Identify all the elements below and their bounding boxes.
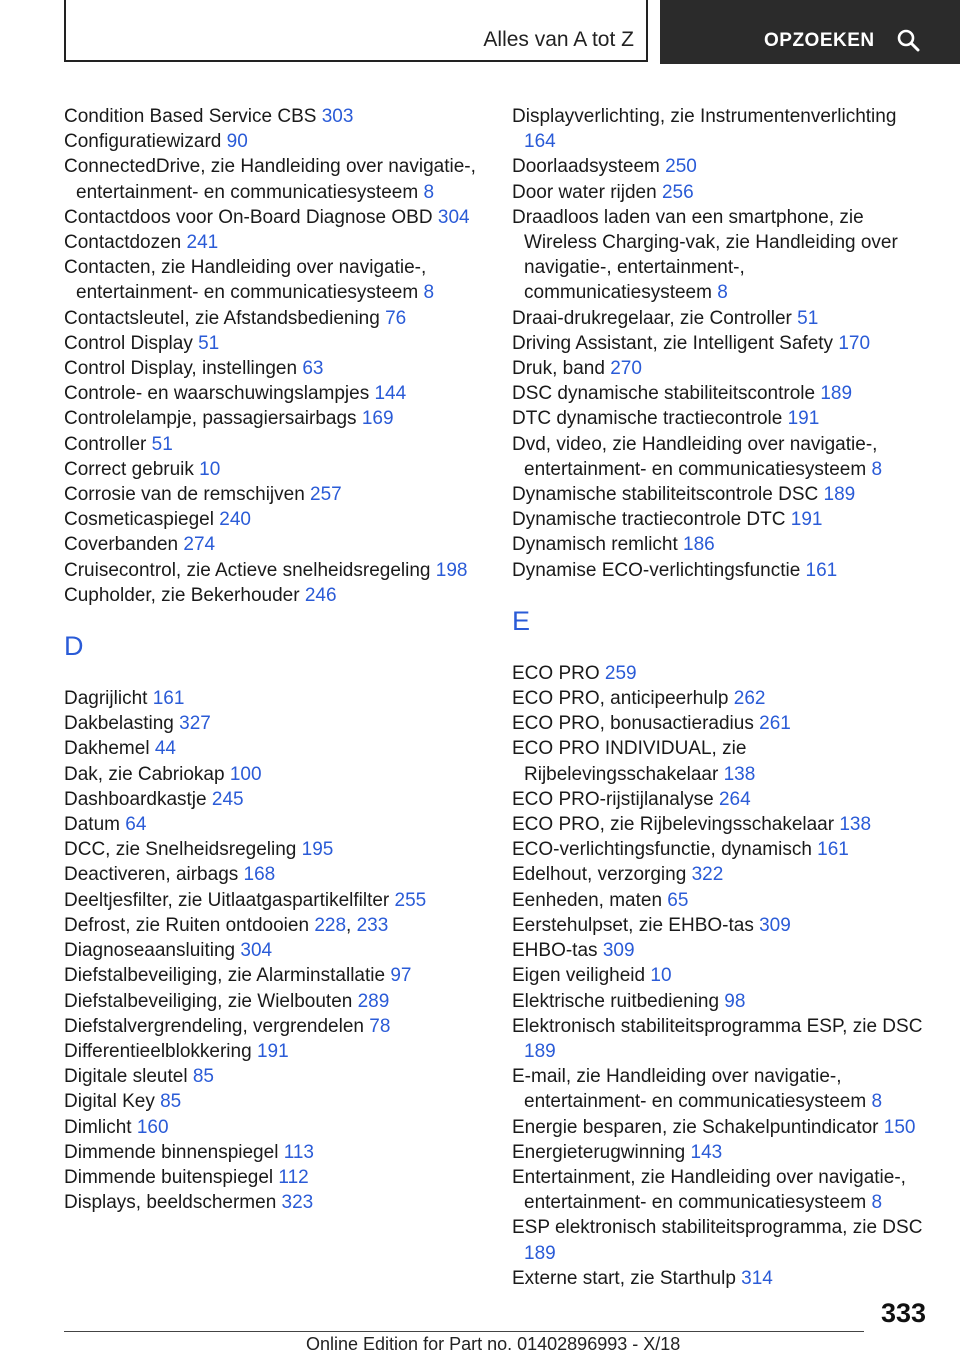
page-link[interactable]: 240 [219, 509, 251, 531]
index-entry-term: Dak, zie Cabriokap [64, 763, 225, 785]
tab-alles-van-a-tot-z[interactable] [64, 0, 648, 62]
footer-divider [64, 1331, 864, 1332]
index-entry [64, 104, 484, 129]
index-entry [64, 507, 484, 532]
index-entry-term: Draai-drukregelaar, zie Controller [512, 307, 792, 329]
index-entry-term: Datum [64, 814, 120, 836]
index-entry-term: DCC, zie Snelheidsregeling [64, 839, 297, 861]
index-entry-term: Controle- en waarschuwingslampjes [64, 383, 370, 405]
page-link[interactable]: 138 [839, 814, 872, 836]
index-entry-term: Doorlaadsysteem [512, 156, 660, 178]
page-link[interactable]: 164 [524, 131, 556, 153]
index-entry [512, 1140, 932, 1165]
index-entry [512, 432, 932, 482]
index-entry-term: Dynamische tractiecontrole DTC [512, 509, 786, 531]
page-link[interactable]: 270 [610, 358, 642, 380]
index-entry [64, 129, 484, 154]
page-link[interactable]: 191 [790, 509, 823, 531]
page-link[interactable]: 228 [314, 914, 347, 936]
index-entry-term: Entertainment, zie Handleiding over navigatie-, entertainment- en communicatiesysteem [512, 1166, 906, 1214]
index-entry-term: Driving Assistant, zie Intelligent Safety [512, 332, 834, 354]
index-entry-term: Dagrijlicht [64, 688, 148, 710]
index-entry-term: DSC dynamische stabiliteitscontrole [512, 383, 816, 405]
index-entry-term: Deactiveren, airbags [64, 864, 239, 886]
index-entry [512, 1165, 932, 1215]
page-link[interactable]: 85 [160, 1091, 182, 1113]
index-entry [512, 507, 932, 532]
page-link[interactable]: 10 [199, 458, 221, 480]
section-letter: D [64, 631, 84, 662]
page-link[interactable]: 51 [151, 433, 173, 455]
page-link[interactable]: 78 [369, 1015, 391, 1037]
index-entry-term: Externe start, zie Starthulp [512, 1267, 736, 1289]
index-entry-term: Differentieelblokkering [64, 1040, 252, 1062]
page-link[interactable]: 161 [817, 839, 849, 861]
page-link[interactable]: 304 [437, 206, 470, 228]
footer [306, 1334, 680, 1355]
tab-opzoeken[interactable] [660, 0, 960, 64]
page-link[interactable]: 8 [871, 1091, 883, 1113]
index-entry [512, 812, 932, 837]
index-entry [64, 381, 484, 406]
index-entry-term: Door water rijden [512, 181, 657, 203]
footer-edition-text: Online Edition for Part no. 01402896993 - X/18 [306, 1334, 681, 1354]
index-entry [512, 1266, 932, 1291]
page-link[interactable]: 138 [723, 763, 756, 785]
page-link[interactable]: 186 [683, 534, 715, 556]
page-link[interactable]: 195 [301, 839, 334, 861]
index-entry-term: Contactsleutel, zie Afstandsbediening [64, 307, 380, 329]
index-entry [512, 787, 932, 812]
index-entry-term: Displayverlichting, zie Instrumentenverlichting [512, 106, 897, 127]
page-link[interactable]: 170 [838, 332, 871, 354]
index-entry-term: Druk, band [512, 358, 605, 380]
index-entry: Defrost, zie Ruiten ontdooien 228, 233 [64, 914, 389, 936]
index-entry-term: Control Display [64, 332, 193, 354]
index-entry [512, 862, 932, 887]
index-entry [64, 686, 484, 711]
index-entry [64, 1014, 484, 1039]
index-column-right [512, 104, 932, 1291]
index-entry [64, 736, 484, 761]
index-entry [512, 711, 932, 736]
index-entry-term: Energie besparen, zie Schakelpuntindicator [512, 1116, 879, 1138]
index-entry-term: Condition Based Service CBS [64, 106, 317, 127]
page-link[interactable]: 256 [661, 181, 694, 203]
page-link[interactable]: 8 [871, 1192, 883, 1214]
page-link[interactable]: 168 [243, 864, 276, 886]
page-link[interactable]: 85 [192, 1066, 214, 1088]
page-link[interactable]: 150 [883, 1116, 916, 1138]
page-link[interactable]: 198 [435, 559, 468, 581]
index-entry [512, 381, 932, 406]
page-link[interactable]: 189 [820, 383, 853, 405]
page-link[interactable]: 144 [374, 383, 407, 405]
index-entry-term: Controller [64, 433, 147, 455]
page-link[interactable]: 262 [733, 688, 766, 710]
index-entry-term: Draadloos laden van een smartphone, zie Wireless Charging-vak, zie Handleiding over navigatie-, entertainment-, communicatiesysteem [512, 206, 898, 304]
index-column-left [64, 104, 484, 1215]
page-link[interactable]: 259 [604, 662, 637, 684]
page-link[interactable]: 233 [356, 914, 389, 936]
index-entry [64, 1165, 484, 1190]
page-link[interactable]: 257 [310, 484, 342, 506]
index-entry [512, 661, 932, 686]
index-entry [512, 913, 932, 938]
page-link[interactable]: 8 [423, 181, 435, 203]
index-entry-term: Controlelampje, passagiersairbags [64, 408, 357, 430]
page-link[interactable]: 64 [125, 814, 147, 836]
index-entry [64, 583, 484, 608]
page-link[interactable]: 314 [741, 1267, 773, 1289]
page-link[interactable]: 289 [357, 990, 390, 1012]
index-entry-term: Correct gebruik [64, 458, 194, 480]
index-entry-term: Diagnoseaansluiting [64, 940, 236, 962]
index-entry [512, 180, 932, 205]
index-entry [64, 1115, 484, 1140]
index-entry [512, 205, 932, 306]
search-icon [896, 28, 920, 52]
page-link[interactable]: 161 [805, 559, 838, 581]
page-link[interactable]: 246 [304, 584, 337, 606]
section-letter: E [512, 605, 531, 636]
index-entry-term: DTC dynamische tractiecontrole [512, 408, 783, 430]
index-entry [64, 1190, 484, 1215]
index-entry [64, 1039, 484, 1064]
index-entry [64, 1140, 484, 1165]
index-entry-term: Digital Key [64, 1091, 155, 1113]
index-entry [512, 356, 932, 381]
index-entry [512, 1014, 932, 1064]
index-entry-term: Energieterugwinning [512, 1141, 686, 1163]
index-entry-term: Contactdozen [64, 232, 182, 254]
index-entry-term: Elektronisch stabiliteitsprogramma ESP, zie DSC [512, 1015, 923, 1037]
index-entry-term: ECO PRO-rijstijlanalyse [512, 788, 714, 810]
index-entry [64, 356, 484, 381]
index-entry [512, 532, 932, 557]
index-entry-term: ECO PRO INDIVIDUAL, zie Rijbelevingsschakelaar [512, 738, 747, 785]
page-link[interactable]: 143 [690, 1141, 723, 1163]
index-entry [64, 963, 484, 988]
index-entry-term: Elektrische ruitbediening [512, 990, 720, 1012]
page-link[interactable]: 160 [136, 1116, 169, 1138]
page-link[interactable]: 303 [321, 106, 354, 127]
page-link[interactable]: 100 [229, 763, 262, 785]
page-link[interactable]: 65 [667, 889, 689, 911]
index-entry [64, 711, 484, 736]
index-entry [64, 457, 484, 482]
index-entry [512, 482, 932, 507]
page-link[interactable]: 274 [183, 534, 216, 556]
index-entry-term: Dashboardkastje [64, 788, 207, 810]
index-entry [64, 432, 484, 457]
page-link[interactable]: 8 [717, 282, 728, 304]
index-entry [64, 762, 484, 787]
page-link[interactable]: 264 [718, 788, 751, 810]
page-number: 333 [880, 1298, 926, 1328]
index-entry [512, 1064, 932, 1114]
index-entry-term: ECO PRO [512, 662, 600, 684]
page-link[interactable]: 191 [787, 408, 820, 430]
index-entry [512, 306, 932, 331]
index-entry-term: Dynamise ECO-verlichtingsfunctie [512, 559, 801, 581]
index-entry [512, 938, 932, 963]
index-entry [512, 331, 932, 356]
index-entry [64, 787, 484, 812]
page-link[interactable]: 98 [724, 990, 746, 1012]
page-link[interactable]: 327 [179, 713, 211, 735]
index-entry [512, 736, 932, 786]
page-link[interactable]: 323 [281, 1192, 314, 1214]
index-entry-term: ECO PRO, zie Rijbelevingsschakelaar [512, 814, 835, 836]
page-link[interactable]: 189 [524, 1242, 556, 1264]
index-entry [512, 104, 932, 154]
index-entry [64, 482, 484, 507]
page-link[interactable]: 51 [198, 332, 220, 354]
index-entry [512, 963, 932, 988]
top-navigation [0, 0, 960, 66]
index-entry-term: Configuratiewizard [64, 131, 222, 153]
page-link[interactable]: 304 [240, 940, 273, 962]
index-entry-term: Defrost, zie Ruiten ontdooien [64, 914, 310, 936]
page-link[interactable]: 44 [154, 738, 176, 760]
index-entry-term: Dimmende binnenspiegel [64, 1141, 279, 1163]
index-entry [512, 837, 932, 862]
page-link[interactable]: 191 [256, 1040, 289, 1062]
page-link[interactable]: 97 [390, 965, 412, 987]
index-entry [64, 812, 484, 837]
index-entry [64, 888, 484, 913]
index-entry [64, 406, 484, 431]
index-entry [64, 230, 484, 255]
page-link[interactable]: 169 [361, 408, 394, 430]
page-link[interactable]: 309 [602, 940, 635, 962]
index-entry [64, 306, 484, 331]
page-link[interactable]: 189 [823, 484, 856, 506]
index-entry-term: Diefstalvergrendeling, vergrendelen [64, 1015, 364, 1037]
index-entry-term: Edelhout, verzorging [512, 864, 687, 886]
tab-opzoeken-label: OPZOEKEN [764, 30, 875, 51]
page-link[interactable]: 255 [394, 889, 427, 911]
index-entry [64, 938, 484, 963]
tab-alles-label: Alles van A tot Z [483, 28, 634, 51]
index-entry-term: Control Display, instellingen [64, 358, 298, 380]
index-entry [64, 1064, 484, 1089]
index-entry [64, 558, 484, 583]
index-entry-term: ECO-verlichtingsfunctie, dynamisch [512, 839, 812, 861]
index-entry-term: Dynamische stabiliteitscontrole DSC [512, 484, 819, 506]
page-link[interactable]: 113 [283, 1141, 314, 1163]
page-link[interactable]: 10 [650, 965, 672, 987]
index-entry [64, 1089, 484, 1114]
index-entry-term: Dimlicht [64, 1116, 132, 1138]
page-link[interactable]: 250 [665, 156, 697, 178]
index-entry-term: Dakhemel [64, 738, 150, 760]
index-entry [64, 255, 484, 305]
index-entry-term: ECO PRO, anticipeerhulp [512, 688, 729, 710]
index-entry-term: Dvd, video, zie Handleiding over navigatie-, entertainment- en communicatiesysteem [512, 433, 878, 480]
index-entry-term: Contacten, zie Handleiding over navigatie-, entertainment- en communicatiesysteem [64, 257, 427, 304]
index-entry [64, 205, 484, 230]
page-link[interactable]: 8 [423, 282, 435, 304]
index-entry [512, 686, 932, 711]
index-entry-term: Corrosie van de remschijven [64, 484, 305, 506]
index-entry [512, 989, 932, 1014]
page-link[interactable]: 261 [759, 713, 791, 735]
index-entry [64, 862, 484, 887]
index-entry-term: Deeltjesfilter, zie Uitlaatgaspartikelfilter [64, 889, 390, 911]
index-entry-term: Dakbelasting [64, 713, 174, 735]
index-entry [512, 406, 932, 431]
index-entry [512, 154, 932, 179]
page-link[interactable]: 8 [871, 458, 883, 480]
index-entry [64, 331, 484, 356]
index-entry-term: ECO PRO, bonusactieradius [512, 713, 754, 735]
index-entry-term: Eigen veiligheid [512, 965, 646, 987]
index-entry-term: EHBO-tas [512, 940, 598, 962]
page-link[interactable]: 309 [759, 914, 791, 936]
index-entry-term: Diefstalbeveiliging, zie Alarminstallatie [64, 965, 386, 987]
index-entry-term: Cosmeticaspiegel [64, 509, 214, 531]
index-entry [512, 1115, 932, 1140]
index-entry-term: Cupholder, zie Bekerhouder [64, 584, 300, 606]
index-entry-term: Eenheden, maten [512, 889, 663, 911]
page-link[interactable]: 76 [385, 307, 407, 329]
index-entry-term: Coverbanden [64, 534, 179, 556]
page-link[interactable]: 112 [278, 1166, 309, 1188]
index-entry-term: Contactdoos voor On-Board Diagnose OBD [64, 206, 433, 228]
page-link[interactable]: 161 [152, 688, 185, 710]
index-entry [64, 837, 484, 862]
index-entry-term: Cruisecontrol, zie Actieve snelheidsregeling [64, 559, 431, 581]
index-entry [64, 154, 484, 204]
index-entry [64, 532, 484, 557]
index-entry-term: ConnectedDrive, zie Handleiding over navigatie-, entertainment- en communicatiesysteem [64, 156, 476, 203]
index-entry-term: Dynamisch remlicht [512, 534, 678, 556]
index-entry-term: E-mail, zie Handleiding over navigatie-, entertainment- en communicatiesysteem [512, 1066, 867, 1113]
index-entry [512, 1215, 932, 1265]
index-entry-term: Eerstehulpset, zie EHBO-tas [512, 914, 754, 936]
page-link[interactable]: 63 [302, 358, 324, 380]
index-entry [512, 888, 932, 913]
index-entry [64, 989, 484, 1014]
index-entry-term: Displays, beeldschermen [64, 1192, 277, 1214]
page-link[interactable]: 241 [186, 232, 219, 254]
index-entry-term: Dimmende buitenspiegel [64, 1166, 274, 1188]
page-link[interactable]: 90 [226, 131, 248, 153]
page-link[interactable]: 322 [691, 864, 724, 886]
page-link[interactable]: 245 [211, 788, 244, 810]
page-link[interactable]: 51 [797, 307, 819, 329]
index-entry [512, 558, 932, 583]
page-link[interactable]: 189 [524, 1040, 556, 1062]
index-entry-term: Diefstalbeveiliging, zie Wielbouten [64, 990, 353, 1012]
index-entry-term: ESP elektronisch stabiliteitsprogramma, zie DSC [512, 1217, 923, 1239]
index-entry-term: Digitale sleutel [64, 1066, 188, 1088]
